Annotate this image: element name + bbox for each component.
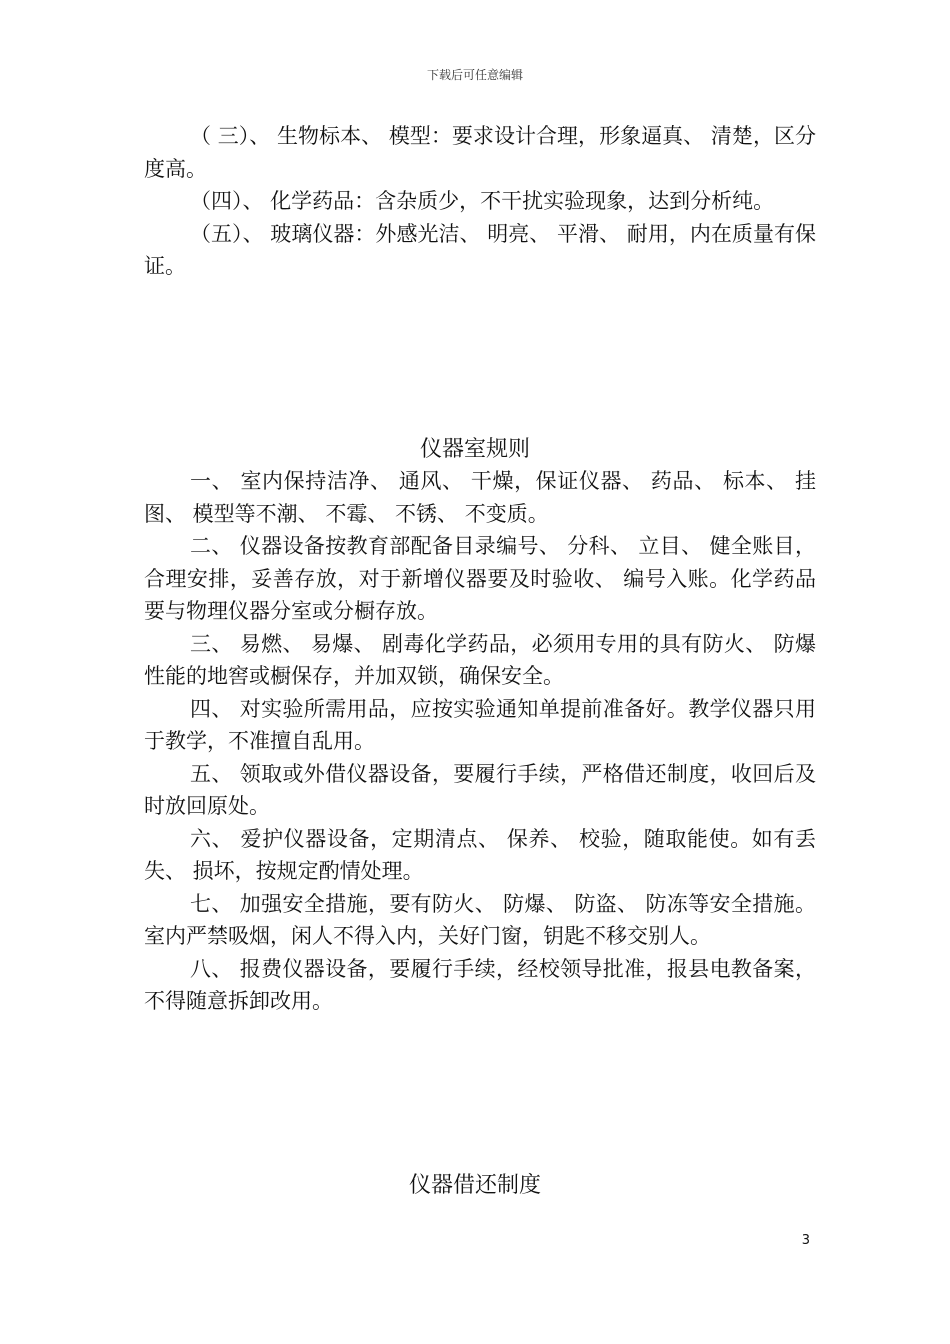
paragraph-specimens-models: （ 三）、 生物标本、 模型：要求设计合理，形象逼真、 清楚，区分度高。 <box>144 124 816 181</box>
rule-6: 六、 爱护仪器设备，定期清点、 保养、 校验，随取能使。如有丢失、 损坏，按规定酌情处理。 <box>144 826 816 883</box>
header-note: 下载后可任意编辑 <box>426 68 523 82</box>
rule-4: 四、 对实验所需用品，应按实验通知单提前准备好。教学仪器只用于教学，不准擅自乱用。 <box>144 696 816 753</box>
rules-section <box>144 465 816 1018</box>
equipment-quality-section <box>144 120 816 283</box>
paragraph-chemicals: （四）、 化学药品：含杂质少，不干扰实验现象，达到分析纯。 <box>190 189 775 213</box>
rule-7: 七、 加强安全措施，要有防火、 防爆、 防盗、 防冻等安全措施。室内严禁吸烟，闲人不得入内，关好门窗，钥匙不移交别人。 <box>144 891 816 948</box>
borrow-section-title: 仪器借还制度 <box>408 1173 541 1198</box>
rule-5: 五、 领取或外借仪器设备，要履行手续，严格借还制度，收回后及时放回原处。 <box>144 761 816 818</box>
rule-2: 二、 仪器设备按教育部配备目录编号、 分科、 立目、 健全账目，合理安排，妥善存放，对于新增仪器要及时验收、 编号入账。化学药品要与物理仪器分室或分橱存放。 <box>144 534 816 623</box>
page-number: 3 <box>801 1233 810 1248</box>
rule-1: 一、 室内保持洁净、 通风、 干燥，保证仪器、 药品、 标本、 挂图、 模型等不潮、 不霉、 不锈、 不变质。 <box>144 469 816 526</box>
paragraph-glassware: （五）、 玻璃仪器：外感光洁、 明亮、 平滑、 耐用，内在质量有保证。 <box>144 221 816 278</box>
rules-section-title: 仪器室规则 <box>419 437 530 462</box>
rule-8: 八、 报费仪器设备，要履行手续，经校领导批准，报县电教备案，不得随意拆卸改用。 <box>144 956 816 1013</box>
rule-3: 三、 易燃、 易爆、 剧毒化学药品，必须用专用的具有防火、 防爆性能的地窖或橱保存，并加双锁，确保安全。 <box>144 631 816 688</box>
